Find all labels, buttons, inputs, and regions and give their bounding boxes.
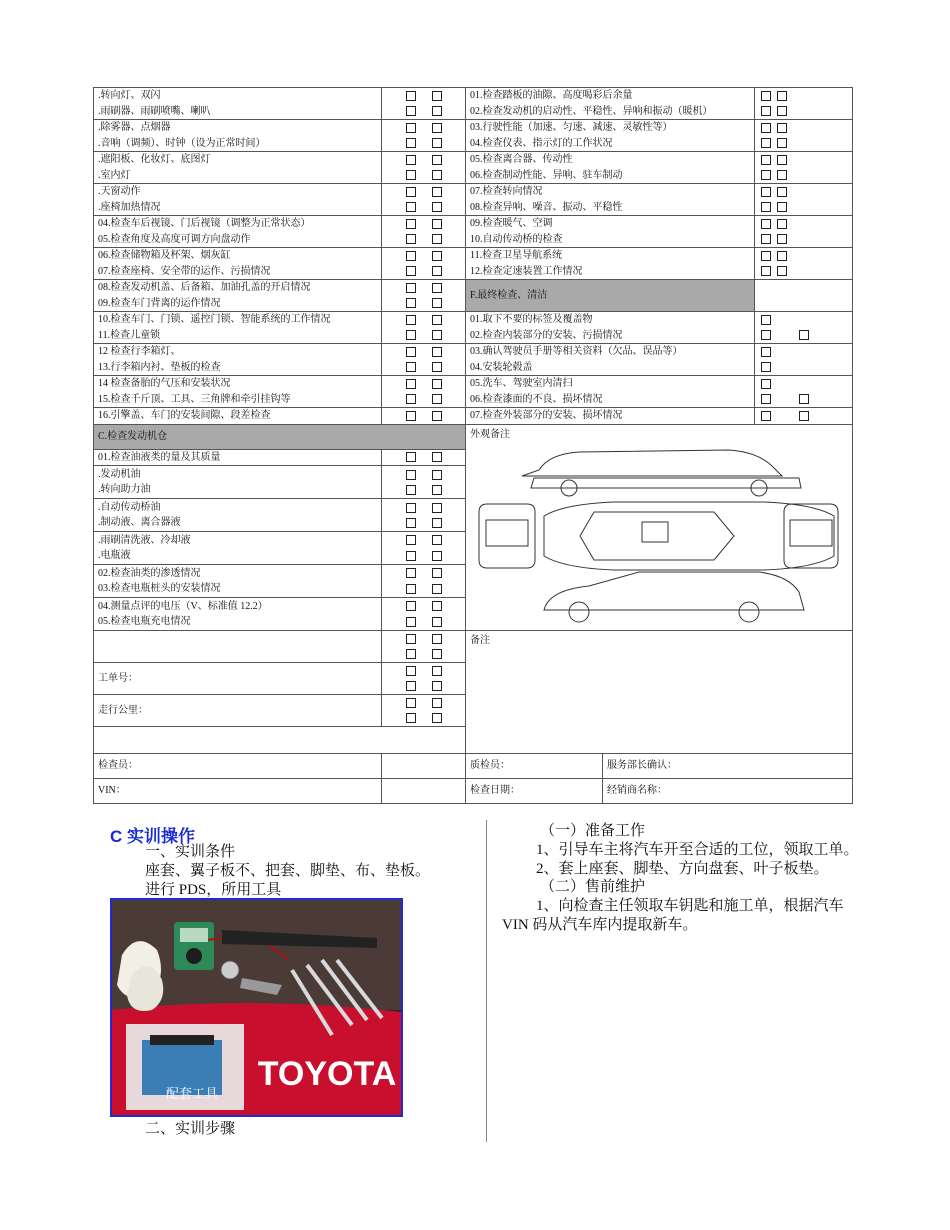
checkbox-cell — [382, 344, 466, 376]
checkbox[interactable] — [777, 234, 787, 244]
check-item: 06.检查漆面的不良、损坏情况 — [470, 393, 603, 405]
checkbox[interactable] — [406, 362, 416, 372]
checkbox[interactable] — [432, 330, 442, 340]
checkbox[interactable] — [406, 411, 416, 421]
item-text-cell — [94, 565, 382, 598]
checkbox[interactable] — [432, 649, 442, 659]
checkbox[interactable] — [432, 503, 442, 513]
check-item: 11.检查卫星导航系统 — [470, 250, 563, 261]
section-f-header: F.最终检查、清洁 — [466, 280, 755, 312]
checkbox-cell — [382, 152, 466, 184]
checkbox[interactable] — [432, 681, 442, 691]
checklist-row — [94, 152, 853, 184]
check-item: .转向助力油 — [98, 484, 151, 496]
checkbox-cell — [382, 408, 466, 425]
checkbox[interactable] — [406, 518, 416, 528]
photo-caption: 配套工具 — [165, 1086, 219, 1101]
checkbox[interactable] — [761, 138, 771, 148]
check-item: 08.检查发动机盖、后备箱、加油孔盖的开启情况 — [98, 282, 311, 293]
service-manager-label: 服务部长确认： — [603, 754, 853, 779]
empty-cell — [94, 727, 466, 754]
section-title: C 实训操作 — [110, 827, 195, 846]
training-section — [0, 820, 950, 1230]
checkbox[interactable] — [406, 485, 416, 495]
check-item: 10.检查车门、门锁、遥控门锁、智能系统的工作情况 — [98, 314, 331, 325]
item-text-cell — [94, 152, 382, 184]
checkbox[interactable] — [406, 155, 416, 165]
checkbox[interactable] — [432, 170, 442, 180]
checkbox[interactable] — [761, 330, 771, 340]
checkbox[interactable] — [432, 485, 442, 495]
checkbox[interactable] — [406, 251, 416, 261]
check-item: .转向灯、双闪 — [98, 90, 161, 101]
exterior-notes-cell — [466, 424, 853, 631]
pds-checklist-table — [93, 87, 853, 804]
prep-step: 1、引导车主将汽车开至合适的工位，领取工单。 — [536, 842, 859, 858]
checkbox[interactable] — [777, 155, 787, 165]
presale-heading: （二）售前维护 — [540, 879, 646, 895]
item-text-cell — [94, 449, 382, 466]
checkbox[interactable] — [777, 170, 787, 180]
steps-heading: 二、实训步骤 — [145, 1121, 236, 1137]
check-item: 03.检查电瓶桩头的安装情况 — [98, 583, 221, 595]
item-text-cell — [466, 152, 755, 184]
item-text-cell — [94, 598, 382, 631]
conditions-heading: 一、实训条件 — [145, 844, 236, 860]
item-text-cell — [466, 88, 755, 120]
vin-label: VIN： — [94, 779, 382, 804]
checkbox[interactable] — [761, 170, 771, 180]
checkbox[interactable] — [432, 411, 442, 421]
check-item: 01.取下不要的标签及覆盖物 — [470, 314, 593, 325]
check-item: .电瓶液 — [98, 550, 131, 562]
exterior-note-label: 外观备注 — [470, 428, 510, 440]
checkbox[interactable] — [432, 551, 442, 561]
checkbox[interactable] — [777, 138, 787, 148]
checkbox-cell — [755, 152, 853, 184]
checkbox[interactable] — [406, 315, 416, 325]
checkbox[interactable] — [432, 452, 442, 462]
checkbox[interactable] — [432, 234, 442, 244]
checkbox[interactable] — [432, 138, 442, 148]
checkbox-cell — [755, 248, 853, 280]
check-item: 16.引擎盖、车门的安装间隙、段差检查 — [98, 410, 271, 421]
check-item: 09.检查车门背离的运作情况 — [98, 297, 221, 309]
checkbox[interactable] — [761, 379, 771, 389]
checkbox[interactable] — [432, 634, 442, 644]
brand-text: TOYOTA — [257, 1055, 397, 1093]
checkbox[interactable] — [432, 379, 442, 389]
checklist-row — [94, 248, 853, 280]
checkbox[interactable] — [406, 535, 416, 545]
checkbox[interactable] — [406, 681, 416, 691]
check-item: 07.检查转向情况 — [470, 186, 543, 197]
checkbox[interactable] — [432, 123, 442, 133]
remarks-cell[interactable]: 备注 — [466, 631, 853, 754]
checkbox[interactable] — [432, 470, 442, 480]
item-text-cell — [466, 312, 755, 344]
checkbox[interactable] — [406, 394, 416, 404]
checkbox-cell — [382, 248, 466, 280]
checkbox[interactable] — [406, 283, 416, 293]
item-text-cell — [94, 120, 382, 152]
check-item: 09.检查暖气、空调 — [470, 218, 553, 229]
check-item: 12 检查行李箱灯、 — [98, 346, 181, 357]
checkbox[interactable] — [761, 106, 771, 116]
checkbox[interactable] — [406, 584, 416, 594]
check-item: 07.检查外装部分的安装、损坏情况 — [470, 410, 623, 421]
check-item: 10.自动传动桥的检查 — [470, 233, 563, 245]
checkbox-cell — [382, 532, 466, 565]
checkbox[interactable] — [432, 584, 442, 594]
empty-cell — [94, 631, 382, 663]
check-item: .自动传动桥油 — [98, 501, 161, 513]
checkbox[interactable] — [406, 649, 416, 659]
quality-inspector-label: 质检员： — [466, 754, 603, 779]
item-text-cell — [466, 408, 755, 425]
checklist-row — [94, 376, 853, 408]
tools-photo — [110, 898, 403, 1117]
checkbox[interactable] — [761, 266, 771, 276]
check-item: .雨刷清洗液、冷却液 — [98, 534, 191, 546]
check-item: 05.检查离合器、传动性 — [470, 154, 573, 165]
check-item: 02.检查发动机的启动性、平稳性、异响和振动（暖机） — [470, 105, 713, 117]
item-text-cell — [466, 344, 755, 376]
item-text-cell — [466, 184, 755, 216]
check-item: .音响（调频）、时钟（设为正常时间） — [98, 137, 266, 149]
checkbox[interactable] — [432, 251, 442, 261]
check-item: 06.检查储物箱及杯架、烟灰缸 — [98, 250, 231, 261]
presale-step: VIN 码从汽车库内提取新车。 — [502, 917, 698, 933]
mileage-label: 走行公里： — [94, 695, 382, 727]
checkbox[interactable] — [799, 394, 809, 404]
signature-row — [94, 754, 853, 779]
check-item: 05.洗车、驾驶室内清扫 — [470, 378, 573, 389]
checkbox[interactable] — [761, 202, 771, 212]
checkbox-cell — [382, 312, 466, 344]
empty-cell — [755, 280, 853, 312]
inspection-date-label: 检查日期： — [466, 779, 603, 804]
check-item: 03.确认驾驶员手册等相关资料（欠品、误品等） — [470, 346, 683, 357]
checkbox[interactable] — [406, 123, 416, 133]
checkbox[interactable] — [432, 617, 442, 627]
check-item: 03.行驶性能（加速、匀速、减速、灵敏性等） — [470, 122, 673, 133]
checkbox[interactable] — [761, 411, 771, 421]
checkbox-cell — [755, 312, 853, 344]
checkbox[interactable] — [406, 503, 416, 513]
item-text-cell — [94, 216, 382, 248]
work-order-label: 工单号： — [94, 663, 382, 695]
checkbox[interactable] — [432, 347, 442, 357]
tools-illustration — [112, 900, 401, 1115]
check-item: 02.检查油类的渗透情况 — [98, 567, 201, 579]
checkbox-cell — [382, 663, 466, 695]
checkbox[interactable] — [432, 202, 442, 212]
checkbox[interactable] — [406, 91, 416, 101]
item-text-cell — [94, 532, 382, 565]
check-item: .座椅加热情况 — [98, 201, 161, 213]
checkbox[interactable] — [406, 617, 416, 627]
checkbox-cell — [382, 598, 466, 631]
checkbox[interactable] — [406, 713, 416, 723]
checkbox-cell — [755, 376, 853, 408]
presale-step: 1、向检查主任领取车钥匙和施工单，根据汽车 — [536, 898, 844, 914]
check-item: 06.检查制动性能、异响、驻车制动 — [470, 169, 623, 181]
checkbox[interactable] — [432, 394, 442, 404]
checkbox-cell — [382, 120, 466, 152]
checkbox[interactable] — [761, 347, 771, 357]
check-item: 13.行李箱内衬、垫板的检查 — [98, 361, 221, 373]
checkbox[interactable] — [432, 518, 442, 528]
checkbox[interactable] — [777, 202, 787, 212]
checkbox[interactable] — [777, 219, 787, 229]
item-text-cell — [94, 184, 382, 216]
item-text-cell — [94, 344, 382, 376]
checkbox-cell — [382, 449, 466, 466]
item-text-cell — [94, 280, 382, 312]
item-text-cell — [94, 376, 382, 408]
check-item: 01.检查油液类的量及其质量 — [98, 451, 221, 463]
checkbox-cell — [382, 565, 466, 598]
check-item: 12.检查定速装置工作情况 — [470, 265, 583, 277]
item-text-cell — [94, 466, 382, 499]
checkbox[interactable] — [432, 298, 442, 308]
checkbox[interactable] — [777, 187, 787, 197]
checkbox[interactable] — [406, 170, 416, 180]
checkbox-cell — [755, 88, 853, 120]
checkbox-cell — [382, 216, 466, 248]
checkbox[interactable] — [777, 91, 787, 101]
checkbox[interactable] — [432, 601, 442, 611]
checkbox-cell — [382, 280, 466, 312]
checkbox[interactable] — [406, 551, 416, 561]
checkbox-cell — [755, 408, 853, 425]
checkbox-cell — [382, 376, 466, 408]
check-item: .制动液、离合器液 — [98, 517, 181, 529]
checkbox[interactable] — [432, 698, 442, 708]
checklist-row — [94, 408, 853, 425]
checklist-row — [94, 88, 853, 120]
checkbox[interactable] — [432, 283, 442, 293]
checkbox[interactable] — [406, 698, 416, 708]
checkbox[interactable] — [432, 362, 442, 372]
checkbox-cell — [755, 184, 853, 216]
checkbox[interactable] — [406, 187, 416, 197]
item-text-cell — [94, 499, 382, 532]
item-text-cell — [466, 376, 755, 408]
checkbox[interactable] — [761, 91, 771, 101]
check-item: .室内灯 — [98, 169, 131, 181]
checkbox[interactable] — [432, 155, 442, 165]
checkbox[interactable] — [406, 202, 416, 212]
item-text-cell — [466, 248, 755, 280]
check-item: 08.检查异响、噪音、振动、平稳性 — [470, 201, 623, 213]
checkbox[interactable] — [761, 234, 771, 244]
checkbox[interactable] — [432, 666, 442, 676]
checkbox[interactable] — [406, 601, 416, 611]
check-item: 02.检查内装部分的安装、污损情况 — [470, 329, 623, 341]
check-item: .发动机油 — [98, 468, 141, 480]
check-item: 11.检查儿童锁 — [98, 329, 161, 341]
check-item: .雨刷器、雨刷喷嘴、喇叭 — [98, 105, 211, 117]
checkbox[interactable] — [761, 219, 771, 229]
checkbox-cell — [382, 499, 466, 532]
checkbox[interactable] — [777, 123, 787, 133]
checkbox[interactable] — [406, 379, 416, 389]
checkbox-cell — [755, 120, 853, 152]
checkbox[interactable] — [799, 411, 809, 421]
check-item: 05.检查电瓶充电情况 — [98, 616, 191, 628]
checkbox-cell — [755, 344, 853, 376]
checkbox[interactable] — [799, 330, 809, 340]
conditions-line: 座套、翼子板不、把套、脚垫、布、垫板。 — [145, 863, 431, 879]
checkbox[interactable] — [761, 155, 771, 165]
checkbox[interactable] — [406, 266, 416, 276]
checkbox-cell — [382, 631, 466, 663]
check-item: 04.检查车后视镜、门后视镜（调整为正常状态） — [98, 218, 311, 229]
checkbox-cell — [382, 695, 466, 727]
checklist-row — [94, 312, 853, 344]
check-item: 04.测量点评的电压（V、标准值 12.2） — [98, 600, 268, 612]
checklist-row — [94, 120, 853, 152]
checkbox[interactable] — [432, 106, 442, 116]
check-item: .遮阳板、化妆灯、底图灯 — [98, 154, 211, 165]
checkbox-cell — [755, 216, 853, 248]
check-item: .天窗动作 — [98, 186, 141, 197]
item-text-cell — [94, 248, 382, 280]
checkbox[interactable] — [432, 568, 442, 578]
checkbox[interactable] — [761, 251, 771, 261]
checkbox[interactable] — [761, 394, 771, 404]
check-item: 15.检查千斤顶、工具、三角牌和牵引挂钩等 — [98, 393, 291, 405]
checklist-row — [94, 216, 853, 248]
checkbox[interactable] — [761, 362, 771, 372]
signature-field[interactable] — [382, 754, 466, 779]
checkbox[interactable] — [406, 666, 416, 676]
column-divider — [486, 820, 487, 1142]
checkbox[interactable] — [761, 123, 771, 133]
item-text-cell — [466, 216, 755, 248]
checkbox-cell — [382, 466, 466, 499]
item-text-cell — [466, 120, 755, 152]
checkbox[interactable] — [432, 219, 442, 229]
item-text-cell — [94, 408, 382, 425]
car-diagram — [474, 442, 844, 630]
checkbox[interactable] — [406, 298, 416, 308]
dealer-name-label: 经销商名称： — [603, 779, 853, 804]
inspector-label: 检查员： — [94, 754, 382, 779]
checklist-row — [94, 424, 853, 449]
checkbox-cell — [382, 184, 466, 216]
checkbox[interactable] — [406, 470, 416, 480]
checkbox-cell — [382, 88, 466, 120]
checkbox[interactable] — [761, 187, 771, 197]
check-item: 07.检查座椅、安全带的运作、污损情况 — [98, 265, 271, 277]
checkbox[interactable] — [406, 452, 416, 462]
checkbox[interactable] — [432, 713, 442, 723]
check-item: .除雾器、点烟器 — [98, 122, 171, 133]
checkbox[interactable] — [432, 266, 442, 276]
checkbox[interactable] — [432, 187, 442, 197]
checklist-row — [94, 184, 853, 216]
checklist-row — [94, 344, 853, 376]
checkbox[interactable] — [406, 568, 416, 578]
check-item: 14 检查备胎的气压和安装状况 — [98, 378, 231, 389]
checkbox[interactable] — [406, 347, 416, 357]
check-item: 04.检查仪表、指示灯的工作状况 — [470, 137, 613, 149]
checkbox[interactable] — [777, 266, 787, 276]
conditions-line: 进行 PDS，所用工具 — [145, 882, 282, 898]
checkbox[interactable] — [406, 330, 416, 340]
signature-field[interactable] — [382, 779, 466, 804]
section-c-header: C.检查发动机仓 — [94, 424, 466, 449]
prep-heading: （一）准备工作 — [540, 823, 646, 839]
checklist-row — [94, 280, 853, 312]
checkbox[interactable] — [432, 315, 442, 325]
check-item: 01.检查踏板的油隙、高度喝彩后余量 — [470, 90, 633, 101]
item-text-cell — [94, 312, 382, 344]
prep-step: 2、套上座套、脚垫、方向盘套、叶子板垫。 — [536, 861, 829, 877]
check-item: 04.安装轮毂盖 — [470, 361, 533, 373]
item-text-cell — [94, 88, 382, 120]
checkbox[interactable] — [432, 535, 442, 545]
checkbox[interactable] — [777, 106, 787, 116]
checkbox[interactable] — [406, 138, 416, 148]
signature-row — [94, 779, 853, 804]
check-item: 05.检查角度及高度可调方向盘动作 — [98, 233, 251, 245]
checkbox[interactable] — [761, 315, 771, 325]
checkbox[interactable] — [777, 251, 787, 261]
checkbox[interactable] — [406, 234, 416, 244]
checkbox[interactable] — [406, 634, 416, 644]
checklist-row — [94, 631, 853, 663]
checkbox[interactable] — [406, 219, 416, 229]
checkbox[interactable] — [432, 91, 442, 101]
checkbox[interactable] — [406, 106, 416, 116]
